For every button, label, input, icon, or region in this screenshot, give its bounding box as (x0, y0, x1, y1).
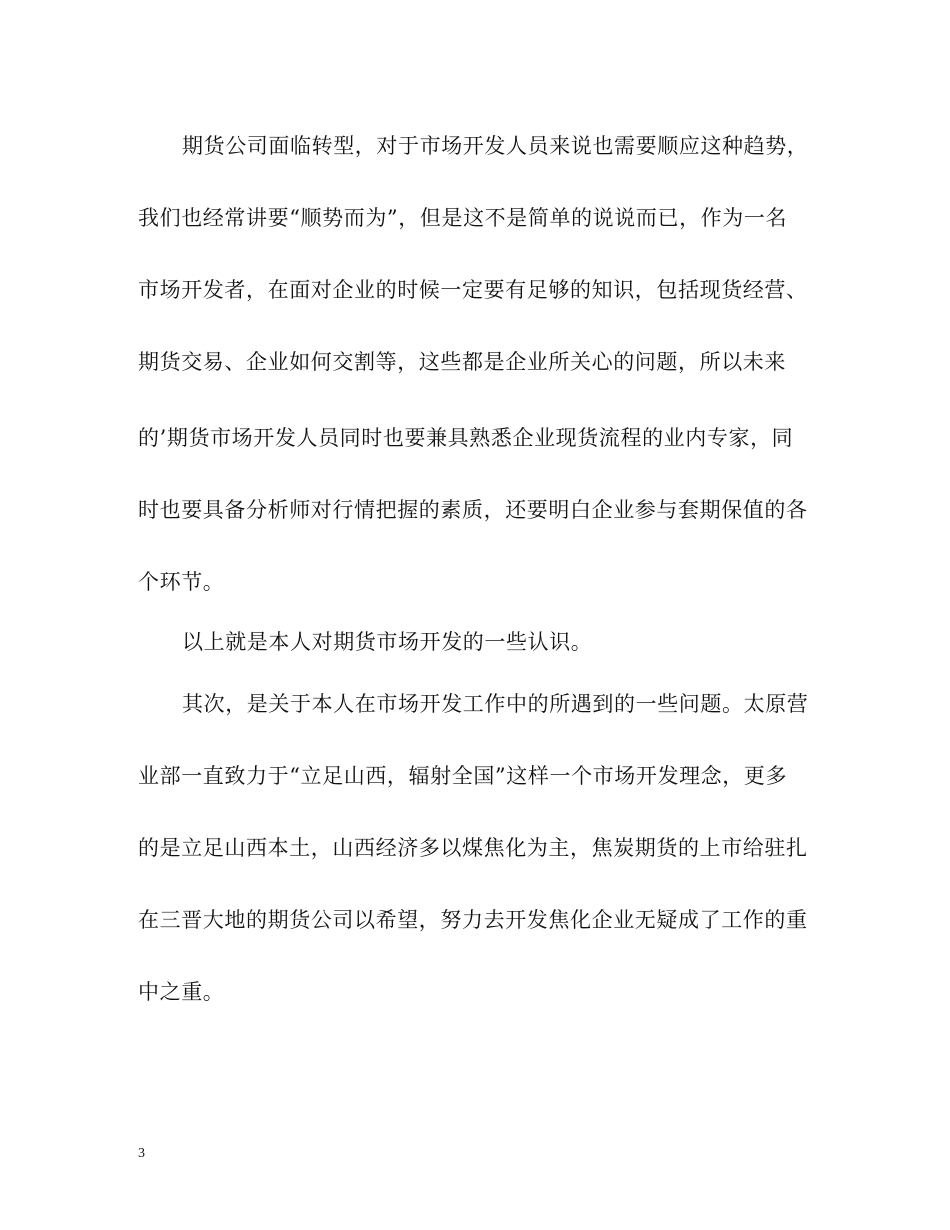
page-number: 3 (138, 1146, 145, 1161)
paragraph-3-line-1: 其次，是关于本人在市场开发工作中的所遇到的一些问题。太原营 (182, 692, 809, 716)
paragraph-3-line-3: 的是立足山西本土，山西经济多以煤焦化为主，焦炭期货的上市给驻扎 (138, 836, 808, 860)
paragraph-3-line-4: 在三晋大地的期货公司以希望，努力去开发焦化企业无疑成了工作的重 (138, 908, 808, 932)
paragraph-2-line-1: 以上就是本人对期货市场开发的一些认识。 (182, 630, 593, 654)
paragraph-1-line-2: 我们也经常讲要“顺势而为”，但是这不是简单的说说而已，作为一名 (138, 206, 788, 230)
paragraph-1-line-3: 市场开发者，在面对企业的时候一定要有足够的知识，包括现货经营、 (138, 278, 808, 302)
paragraph-3-line-5: 中之重。 (138, 980, 225, 1004)
paragraph-1-line-4: 期货交易、企业如何交割等，这些都是企业所关心的问题，所以未来 (138, 350, 786, 374)
paragraph-1-line-6: 时也要具备分析师对行情把握的素质，还要明白企业参与套期保值的各 (138, 498, 808, 522)
paragraph-1-line-5: 的’期货市场开发人员同时也要兼具熟悉企业现货流程的业内专家，同 (138, 426, 794, 450)
paragraph-3-line-2: 业部一直致力于“立足山西，辐射全国”这样一个市场开发理念，更多 (138, 764, 788, 788)
paragraph-1-line-1: 期货公司面临转型，对于市场开发人员来说也需要顺应这种趋势， (182, 134, 809, 158)
paragraph-1-line-7: 个环节。 (138, 570, 225, 594)
